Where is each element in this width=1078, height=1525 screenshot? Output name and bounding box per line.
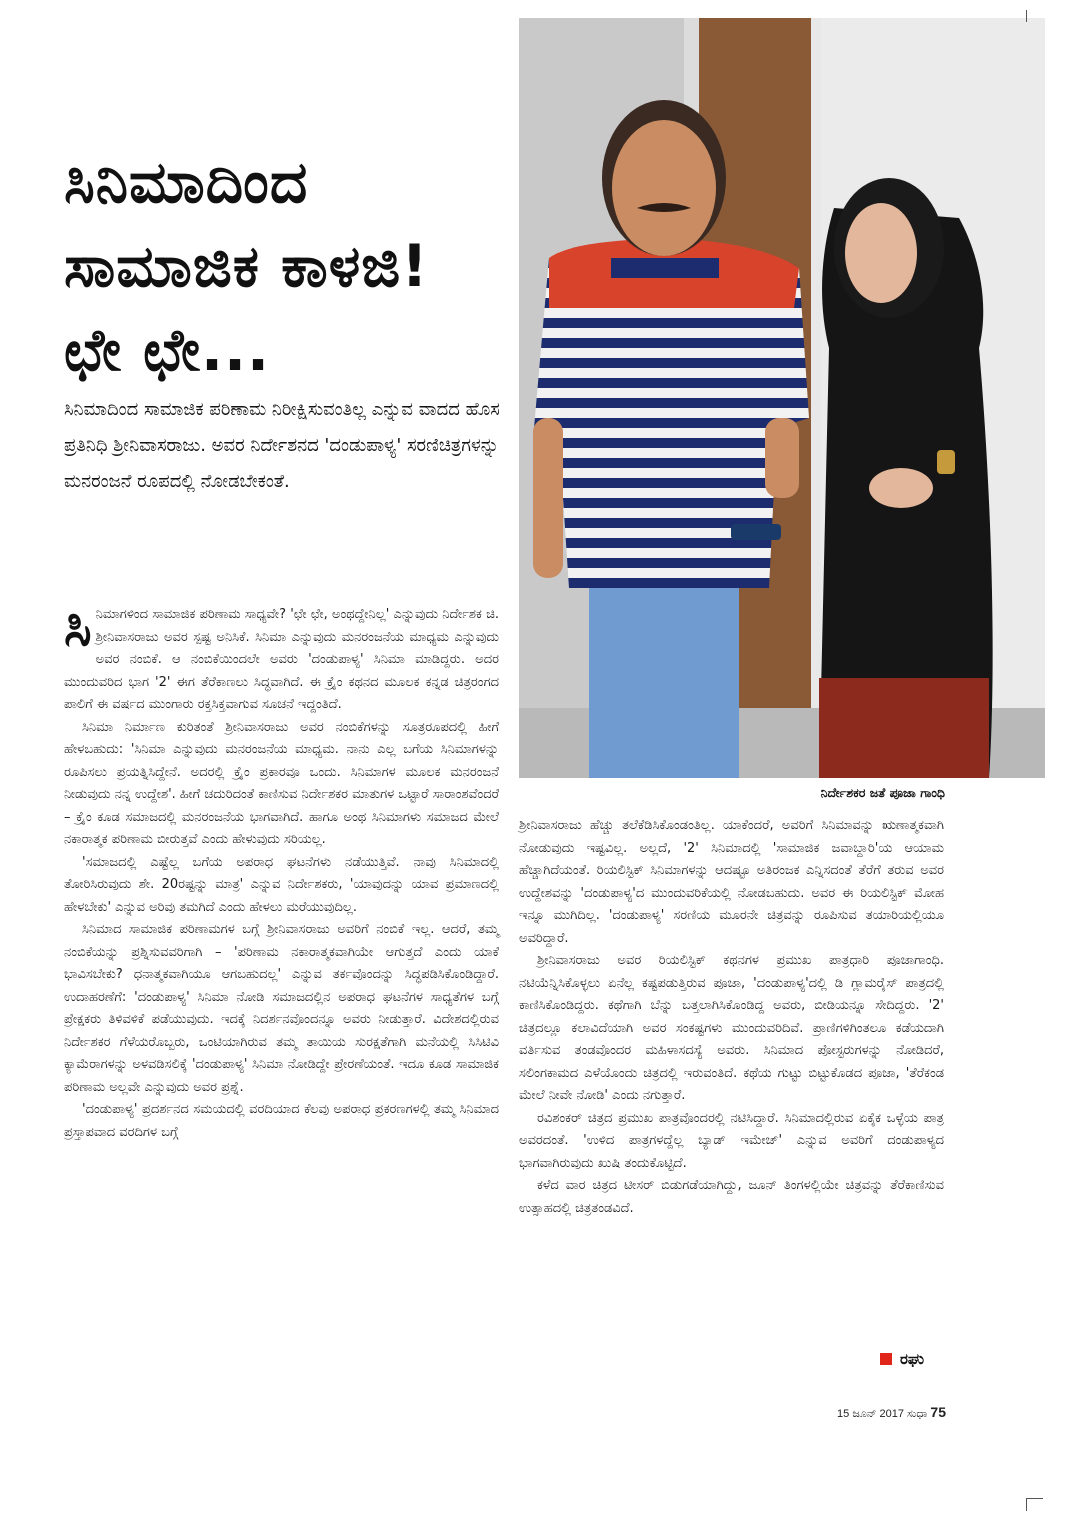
door-frame — [811, 18, 821, 718]
article-deck: ಸಿನಿಮಾದಿಂದ ಸಾಮಾಜಿಕ ಪರಿಣಾಮ ನಿರೀಕ್ಷಿಸುವಂತಿಲ್ಲ ಎನ್ನುವ ವಾದದ ಹೊಸ ಪ್ರತಿನಿಧಿ ಶ್ರೀನಿವಾಸರಾಜು. ಅವರ ನಿರ್ದೇಶನದ 'ದಂಡುಪಾಳ್ಯ' ಸರಣಿಚಿತ್ರಗಳನ್ನು ಮನರಂಜನೆ ರೂಪದಲ್ಲಿ ನೋಡಬೇಕಂತೆ. — [64, 399, 500, 492]
byline-square-icon — [880, 1353, 892, 1365]
wristwatch — [937, 450, 955, 474]
mobile-phone — [731, 524, 781, 540]
face — [612, 120, 716, 256]
photo-caption: ನಿರ್ದೇಶಕರ ಜತೆ ಪೂಜಾ ಗಾಂಧಿ — [820, 785, 945, 800]
crop-mark-bottom — [1026, 1498, 1043, 1511]
headline — [64, 140, 514, 392]
paragraph-text: ನಿಮಾಗಳಿಂದ ಸಾಮಾಜಿಕ ಪರಿಣಾಮ ಸಾಧ್ಯವೇ? 'ಛೇ ಛೇ, ಅಂಥದ್ದೇನಿಲ್ಲ' ಎನ್ನುವುದು ನಿರ್ದೇಶಕ ಚಿ. ಶ್ರೀನಿವಾಸರಾಜು ಅವರ ಸ್ಪಷ್ಟ ಅನಿಸಿಕೆ. ಸಿನಿಮಾ ಎನ್ನುವುದು ಮನರಂಜನೆಯ ಮಾಧ್ಯಮ ಎನ್ನುವುದು ಅವರ ನಂಬಿಕೆ. ಆ ನಂಬಿಕೆಯಿಂದಲೇ ಅವರು 'ದಂಡುಪಾಳ್ಯ' ಸಿನಿಮಾ ಮಾಡಿದ್ದರು. ಅದರ ಮುಂದುವರಿದ ಭಾಗ '2' ಈಗ ತೆರೆಕಾಣಲು ಸಿದ್ಧವಾಗಿದೆ. ಈ ಕ್ರೈಂ ಕಥನದ ಮೂಲಕ ಕನ್ನಡ ಚಿತ್ರರಂಗದ ಪಾಲಿಗೆ ಈ ವರ್ಷದ ಮುಂಗಾರು ರಕ್ತಸಿಕ್ತವಾಗುವ ಸೂಚನೆ ಇದ್ದಂತಿದೆ. — [64, 607, 499, 712]
magazine-name: ಸುಧಾ — [907, 1408, 928, 1420]
article-photo — [519, 18, 1045, 778]
issue-date: 15 ಜೂನ್ 2017 — [837, 1408, 904, 1420]
headline-line-3: ಛೇ ಛೇ... — [64, 316, 271, 384]
left-arm — [533, 418, 563, 578]
body-paragraph: ರವಿಶಂಕರ್ ಚಿತ್ರದ ಪ್ರಮುಖ ಪಾತ್ರವೊಂದರಲ್ಲಿ ನಟಿಸಿದ್ದಾರೆ. ಸಿನಿಮಾದಲ್ಲಿರುವ ಏಕೈಕ ಒಳ್ಳೆಯ ಪಾತ್ರ ಅವರದಂತೆ. 'ಉಳಿದ ಪಾತ್ರಗಳದ್ದೆಲ್ಲ ಬ್ಯಾಡ್ ಇಮೇಜ್' ಎನ್ನುವ ಅವರಿಗೆ ದಂಡುಪಾಳ್ಯದ ಭಾಗವಾಗಿರುವುದು ಖುಷಿ ತಂದುಕೊಟ್ಟಿದೆ. — [519, 1110, 944, 1171]
body-paragraph: ಶ್ರೀನಿವಾಸರಾಜು ಅವರ ರಿಯಲಿಸ್ಟಿಕ್ ಕಥನಗಳ ಪ್ರಮುಖ ಪಾತ್ರಧಾರಿ ಪೂಜಾಗಾಂಧಿ. ನಟಿಯೆನ್ನಿಸಿಕೊಳ್ಳಲು ಏನೆಲ್ಲ ಕಷ್ಟಪಡುತ್ತಿರುವ ಪೂಜಾ, 'ದಂಡುಪಾಳ್ಯ'ದಲ್ಲಿ ಡಿ ಗ್ಲಾಮರೈಸ್ ಪಾತ್ರದಲ್ಲಿ ಕಾಣಿಸಿಕೊಂಡಿದ್ದರು. ಕಥೆಗಾಗಿ ಬೆನ್ನು ಬತ್ತಲಾಗಿಸಿಕೊಂಡಿದ್ದ ಅವರು, ಬೀಡಿಯನ್ನೂ ಸೇದಿದ್ದರು. '2' ಚಿತ್ರದಲ್ಲೂ ಕಲಾವಿದೆಯಾಗಿ ಅವರ ಸಂಕಷ್ಟಗಳು ಮುಂದುವರಿದಿವೆ. ಪ್ರಾಣಿಗಳಿಗಿಂತಲೂ ಕಡೆಯದಾಗಿ ವರ್ತಿಸುವ ತಂಡವೊಂದರ ಮಹಿಳಾಸದಸ್ಯೆ ಅವರು. ಸಿನಿಮಾದ ಪೋಸ್ಟರುಗಳನ್ನು ನೋಡಿದರೆ, ಸಲಿಂಗಕಾಮದ ಎಳೆಯೊಂದು ಚಿತ್ರದಲ್ಲಿ ಇರುವಂತಿದೆ. ಕಥೆಯ ಗುಟ್ಟು ಬಿಟ್ಟುಕೊಡದ ಪೂಜಾ, 'ತೆರೆಕಂಡ ಮೇಲೆ ನೀವೇ ನೋಡಿ' ಎಂದು ನಗುತ್ತಾರೆ. — [519, 953, 944, 1103]
body-column-right — [519, 815, 944, 1355]
body-paragraph: ಸಿನಿಮಾದ ಸಾಮಾಜಿಕ ಪರಿಣಾಮಗಳ ಬಗ್ಗೆ ಶ್ರೀನಿವಾಸರಾಜು ಅವರಿಗೆ ನಂಬಿಕೆ ಇಲ್ಲ. ಆದರೆ, ತಮ್ಮ ನಂಬಿಕೆಯನ್ನು ಪ್ರಶ್ನಿಸುವವರಿಗಾಗಿ – 'ಪರಿಣಾಮ ನಕಾರಾತ್ಮಕವಾಗಿಯೇ ಆಗುತ್ತದೆ ಎಂದು ಯಾಕೆ ಭಾವಿಸಬೇಕು? ಧನಾತ್ಮಕವಾಗಿಯೂ ಆಗಬಹುದಲ್ಲ' ಎನ್ನುವ ತರ್ಕವೊಂದನ್ನು ಸಿದ್ಧಪಡಿಸಿಕೊಂಡಿದ್ದಾರೆ. ಉದಾಹರಣೆಗೆ: 'ದಂಡುಪಾಳ್ಯ' ಸಿನಿಮಾ ನೋಡಿ ಸಮಾಜದಲ್ಲಿನ ಅಪರಾಧ ಘಟನೆಗಳ ಸಾಧ್ಯತೆಗಳ ಬಗ್ಗೆ ಪ್ರೇಕ್ಷಕರು ತಿಳಿವಳಿಕೆ ಪಡೆಯುವುದು. ಇದಕ್ಕೆ ನಿದರ್ಶನವೊಂದನ್ನೂ ಅವರು ನೀಡುತ್ತಾರೆ. ವಿದೇಶದಲ್ಲಿರುವ ನಿರ್ದೇಶಕರ ಗೆಳೆಯರೊಬ್ಬರು, ಒಂಟಿಯಾಗಿರುವ ತಮ್ಮ ತಾಯಿಯ ಸುರಕ್ಷತೆಗಾಗಿ ಮನೆಯಲ್ಲಿ ಸಿಸಿಟಿವಿ ಕ್ಯಾಮೆರಾಗಳನ್ನು ಅಳವಡಿಸಲಿಕ್ಕೆ 'ದಂಡುಪಾಳ್ಯ' ಸಿನಿಮಾ ನೋಡಿದ್ದೇ ಪ್ರೇರಣೆಯಂತೆ. ಇದೂ ಕೂಡ ಸಾಮಾಜಿಕ ಪರಿಣಾಮ ಅಲ್ಲವೇ ಎನ್ನುವುದು ಅವರ ಪ್ರಶ್ನೆ. — [64, 922, 499, 1095]
photo-illustration — [519, 18, 1045, 778]
woman-figure — [819, 178, 993, 778]
shirt-collar — [611, 258, 719, 278]
body-paragraph — [64, 598, 499, 717]
body-paragraph: 'ಸಮಾಜದಲ್ಲಿ ಎಷ್ಟೆಲ್ಲ ಬಗೆಯ ಅಪರಾಧ ಘಟನೆಗಳು ನಡೆಯುತ್ತಿವೆ. ನಾವು ಸಿನಿಮಾದಲ್ಲಿ ತೋರಿಸಿರುವುದು ಶೇ. 20ರಷ್ಟನ್ನು ಮಾತ್ರ' ಎನ್ನುವ ನಿರ್ದೇಶಕರು, 'ಯಾವುದನ್ನು ಯಾವ ಪ್ರಮಾಣದಲ್ಲಿ ಹೇಳಬೇಕು' ಎನ್ನುವ ಅರಿವು ತಮಗಿದೆ ಎಂದು ಹೇಳಲು ಮರೆಯುವುದಿಲ್ಲ. — [64, 854, 499, 915]
dress-hem-pattern — [819, 678, 989, 778]
author-byline — [880, 1350, 924, 1368]
body-paragraph: 'ದಂಡುಪಾಳ್ಯ' ಪ್ರದರ್ಶನದ ಸಮಯದಲ್ಲಿ ವರದಿಯಾದ ಕೆಲವು ಅಪರಾಧ ಪ್ರಕರಣಗಳಲ್ಲಿ ತಮ್ಮ ಸಿನಿಮಾದ ಪ್ರಸ್ತಾಪವಾದ ವರದಿಗಳ ಬಗ್ಗೆ — [64, 1102, 499, 1140]
crop-mark-top — [1026, 10, 1027, 22]
author-name: ರಘು — [900, 1350, 924, 1368]
body-paragraph: ಶ್ರೀನಿವಾಸರಾಜು ಹೆಚ್ಚು ತಲೆಕೆಡಿಸಿಕೊಂಡಂತಿಲ್ಲ. ಯಾಕೆಂದರೆ, ಅವರಿಗೆ ಸಿನಿಮಾವನ್ನು ಋಣಾತ್ಮಕವಾಗಿ ನೋಡುವುದು ಇಷ್ಟವಿಲ್ಲ. ಅಲ್ಲದೆ, '2' ಸಿನಿಮಾದಲ್ಲಿ 'ಸಾಮಾಜಿಕ ಜವಾಬ್ದಾರಿ'ಯ ಆಯಾಮ ಹೆಚ್ಚಾಗಿದೆಯಂತೆ. ರಿಯಲಿಸ್ಟಿಕ್ ಸಿನಿಮಾಗಳನ್ನು ಆದಷ್ಟೂ ಅತಿರಂಜಕ ಎನ್ನಿಸದಂತೆ ತೆರೆಗೆ ತರುವ ಅವರ ಉದ್ದೇಶವನ್ನು 'ದಂಡುಪಾಳ್ಯ'ದ ಮುಂದುವರಿಕೆಯಲ್ಲಿ ನೋಡಬಹುದು. ಅವರ ಈ ರಿಯಲಿಸ್ಟಿಕ್ ಮೋಹ ಇನ್ನೂ ಮುಗಿದಿಲ್ಲ. 'ದಂಡುಪಾಳ್ಯ' ಸರಣಿಯ ಮೂರನೇ ಚಿತ್ರವನ್ನು ರೂಪಿಸುವ ತಯಾರಿಯಲ್ಲಿಯೂ ಅವರಿದ್ದಾರೆ. — [519, 818, 944, 946]
body-paragraph: ಕಳೆದ ವಾರ ಚಿತ್ರದ ಟೀಸರ್ ಬಿಡುಗಡೆಯಾಗಿದ್ದು, ಜೂನ್ ತಿಂಗಳಲ್ಲಿಯೇ ಚಿತ್ರವನ್ನು ತೆರೆಕಾಣಿಸುವ ಉತ್ಸಾಹದಲ್ಲಿ ಚಿತ್ರತಂಡವಿದೆ. — [519, 1178, 944, 1216]
headline-line-2: ಸಾಮಾಜಿಕ ಕಾಳಜಿ! — [64, 232, 429, 300]
body-paragraph: ಸಿನಿಮಾ ನಿರ್ಮಾಣ ಕುರಿತಂತೆ ಶ್ರೀನಿವಾಸರಾಜು ಅವರ ನಂಬಿಕೆಗಳನ್ನು ಸೂತ್ರರೂಪದಲ್ಲಿ ಹೀಗೆ ಹೇಳಬಹುದು: 'ಸಿನಿಮಾ ಎನ್ನುವುದು ಮನರಂಜನೆಯ ಮಾಧ್ಯಮ. ನಾನು ಎಲ್ಲ ಬಗೆಯ ಸಿನಿಮಾಗಳನ್ನು ರೂಪಿಸಲು ಪ್ರಯತ್ನಿಸಿದ್ದೇನೆ. ಅದರಲ್ಲಿ ಕ್ರೈಂ ಪ್ರಕಾರವೂ ಒಂದು. ಸಿನಿಮಾಗಳ ಮೂಲಕ ಮನರಂಜನೆ ನೀಡುವುದು ನನ್ನ ಉದ್ದೇಶ'. ಹೀಗೆ ಚದುರಿದಂತೆ ಕಾಣಿಸುವ ನಿರ್ದೇಶಕರ ಮಾತುಗಳ ಒಟ್ಟಾರೆ ಸಾರಾಂಶವೆಂದರೆ – ಕ್ರೈಂ ಕೂಡ ಸಮಾಜದಲ್ಲಿ ಮನರಂಜನೆಯ ಭಾಗವಾಗಿದೆ. ಹಾಗೂ ಅಂಥ ಸಿನಿಮಾಗಳು ಸಮಾಜದ ಮೇಲೆ ನಕಾರಾತ್ಮಕ ಪರಿಣಾಮ ಬೀರುತ್ತವೆ ಎಂದು ಹೇಳುವುದು ಸರಿಯಲ್ಲ. — [64, 719, 499, 847]
page-folio — [800, 1404, 946, 1421]
body-column-left — [64, 598, 499, 1384]
jeans — [589, 568, 739, 778]
page-number: 75 — [930, 1404, 946, 1420]
right-arm — [765, 418, 799, 498]
drop-cap: ಸಿ — [64, 598, 92, 658]
headline-line-1: ಸಿನಿಮಾದಿಂದ — [64, 148, 309, 216]
